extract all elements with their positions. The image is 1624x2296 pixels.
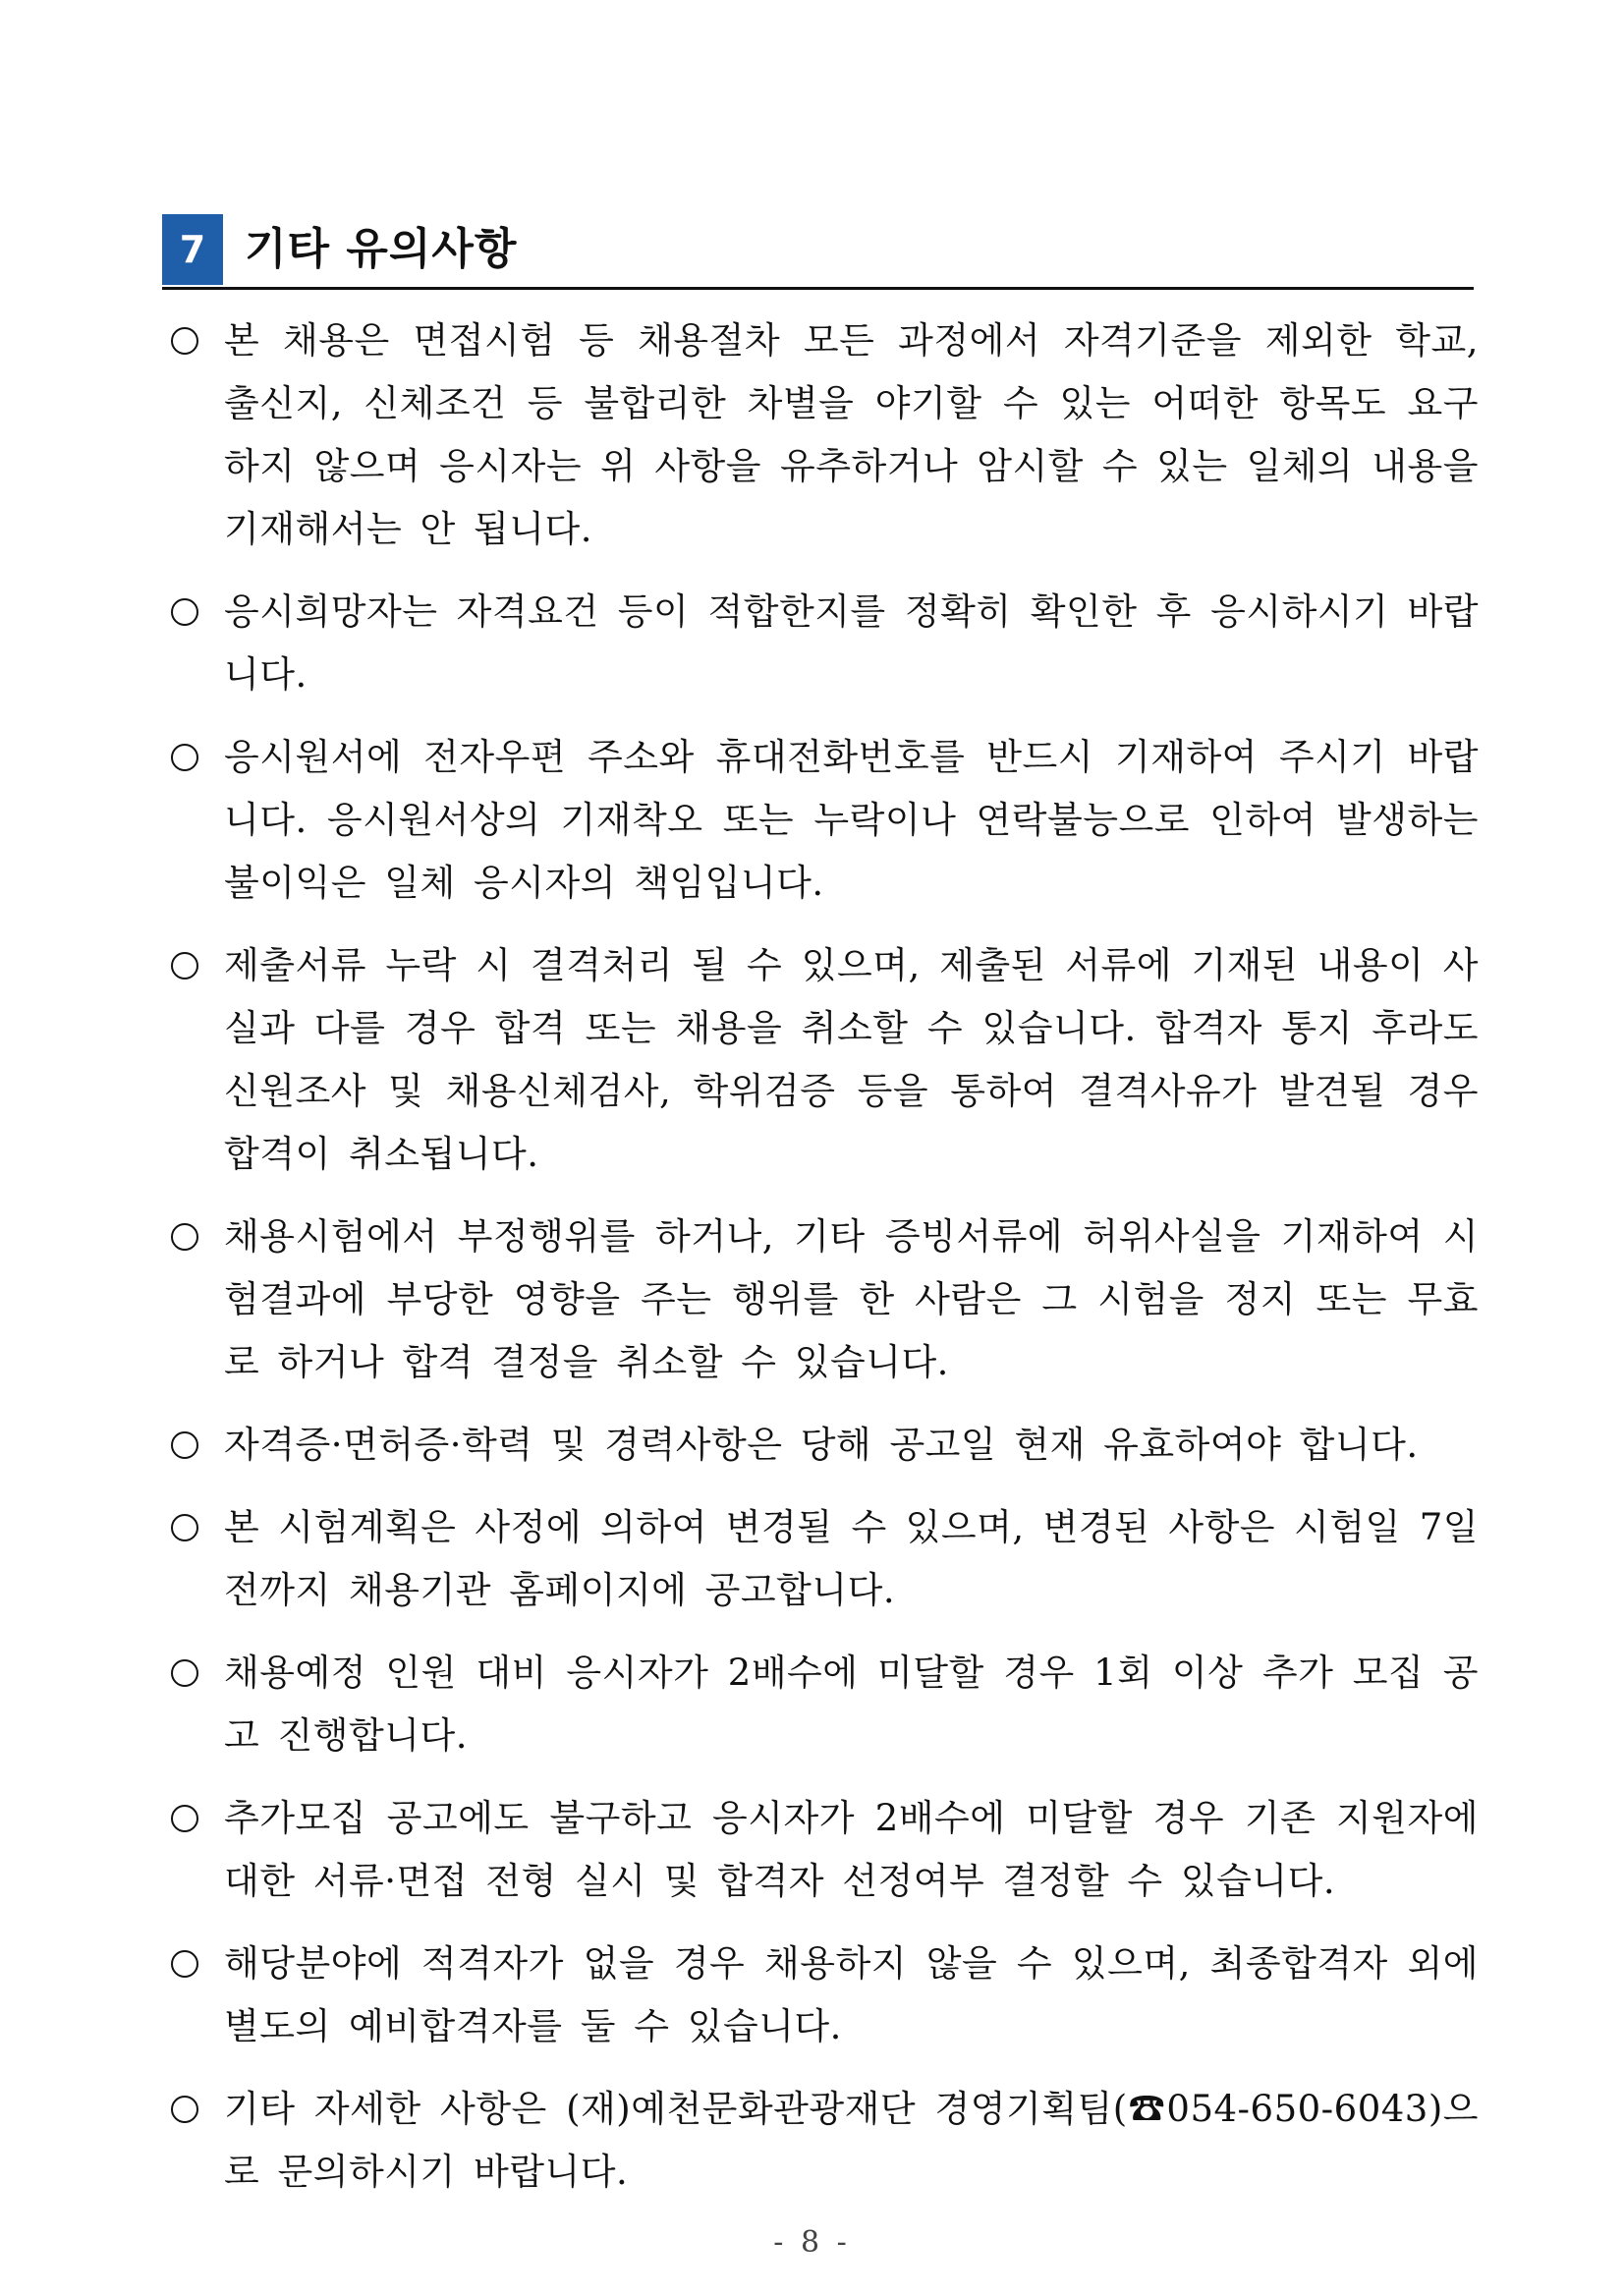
section-number-badge: 7 bbox=[162, 214, 223, 285]
notice-text: 자격증·면허증·학력 및 경력사항은 당해 공고일 현재 유효하여야 합니다. bbox=[224, 1424, 1419, 1466]
circle-bullet-icon bbox=[171, 2096, 198, 2123]
notice-item bbox=[167, 1787, 1479, 1913]
section-divider bbox=[162, 287, 1474, 290]
notice-text: 본 채용은 면접시험 등 채용절차 모든 과정에서 자격기준을 제외한 학교, 출신지, 신체조건 등 불합리한 차별을 야기할 수 있는 어떠한 항목도 요구하지 않으며 응시자는 위 사항을 유추하거나 암시할 수 있는 일체의 내용을 기재해서는 안 됩니다. bbox=[224, 319, 1479, 550]
circle-bullet-icon bbox=[171, 598, 198, 626]
notice-text: 채용예정 인원 대비 응시자가 2배수에 미달할 경우 1회 이상 추가 모집 공고 진행합니다. bbox=[224, 1652, 1479, 1757]
notice-text: 추가모집 공고에도 불구하고 응시자가 2배수에 미달할 경우 기존 지원자에 대한 서류·면접 전형 실시 및 합격자 선정여부 결정할 수 있습니다. bbox=[224, 1797, 1479, 1902]
circle-bullet-icon bbox=[171, 1805, 198, 1832]
notice-item bbox=[167, 2078, 1479, 2204]
notice-text: 기타 자세한 사항은 (재)예천문화관광재단 경영기획팀(☎054-650-6043)으로 문의하시기 바랍니다. bbox=[224, 2088, 1479, 2193]
circle-bullet-icon bbox=[171, 1431, 198, 1459]
notice-text: 제출서류 누락 시 결격처리 될 수 있으며, 제출된 서류에 기재된 내용이 사실과 다를 경우 합격 또는 채용을 취소할 수 있습니다. 합격자 통지 후라도 신원조사 및 채용신체검사, 학위검증 등을 통하여 결격사유가 발견될 경우 합격이 취소됩니다. bbox=[224, 944, 1479, 1175]
notice-item bbox=[167, 726, 1479, 915]
notice-text: 응시희망자는 자격요건 등이 적합한지를 정확히 확인한 후 응시하시기 바랍니다. bbox=[224, 590, 1479, 696]
notice-item bbox=[167, 1932, 1479, 2058]
circle-bullet-icon bbox=[171, 327, 198, 355]
section-header bbox=[162, 214, 1474, 291]
circle-bullet-icon bbox=[171, 1514, 198, 1541]
notice-item bbox=[167, 309, 1479, 561]
notice-text: 해당분야에 적격자가 없을 경우 채용하지 않을 수 있으며, 최종합격자 외에 별도의 예비합격자를 둘 수 있습니다. bbox=[224, 1942, 1479, 2047]
circle-bullet-icon bbox=[171, 952, 198, 980]
notice-item bbox=[167, 581, 1479, 706]
notice-list bbox=[167, 309, 1479, 2223]
notice-text: 채용시험에서 부정행위를 하거나, 기타 증빙서류에 허위사실을 기재하여 시험결과에 부당한 영향을 주는 행위를 한 사람은 그 시험을 정지 또는 무효로 하거나 합격 결정을 취소할 수 있습니다. bbox=[224, 1215, 1479, 1383]
circle-bullet-icon bbox=[171, 744, 198, 771]
notice-item bbox=[167, 1414, 1479, 1477]
notice-text: 본 시험계획은 사정에 의하여 변경될 수 있으며, 변경된 사항은 시험일 7일 전까지 채용기관 홈페이지에 공고합니다. bbox=[224, 1506, 1479, 1611]
notice-item bbox=[167, 1496, 1479, 1622]
section-title: 기타 유의사항 bbox=[245, 224, 518, 274]
page-number: - 8 - bbox=[773, 2225, 851, 2260]
circle-bullet-icon bbox=[171, 1950, 198, 1978]
notice-item bbox=[167, 1205, 1479, 1394]
circle-bullet-icon bbox=[171, 1223, 198, 1251]
notice-text: 응시원서에 전자우편 주소와 휴대전화번호를 반드시 기재하여 주시기 바랍니다. 응시원서상의 기재착오 또는 누락이나 연락불능으로 인하여 발생하는 불이익은 일체 응시자의 책임입니다. bbox=[224, 736, 1479, 904]
notice-item bbox=[167, 1642, 1479, 1767]
notice-item bbox=[167, 934, 1479, 1186]
circle-bullet-icon bbox=[171, 1659, 198, 1687]
